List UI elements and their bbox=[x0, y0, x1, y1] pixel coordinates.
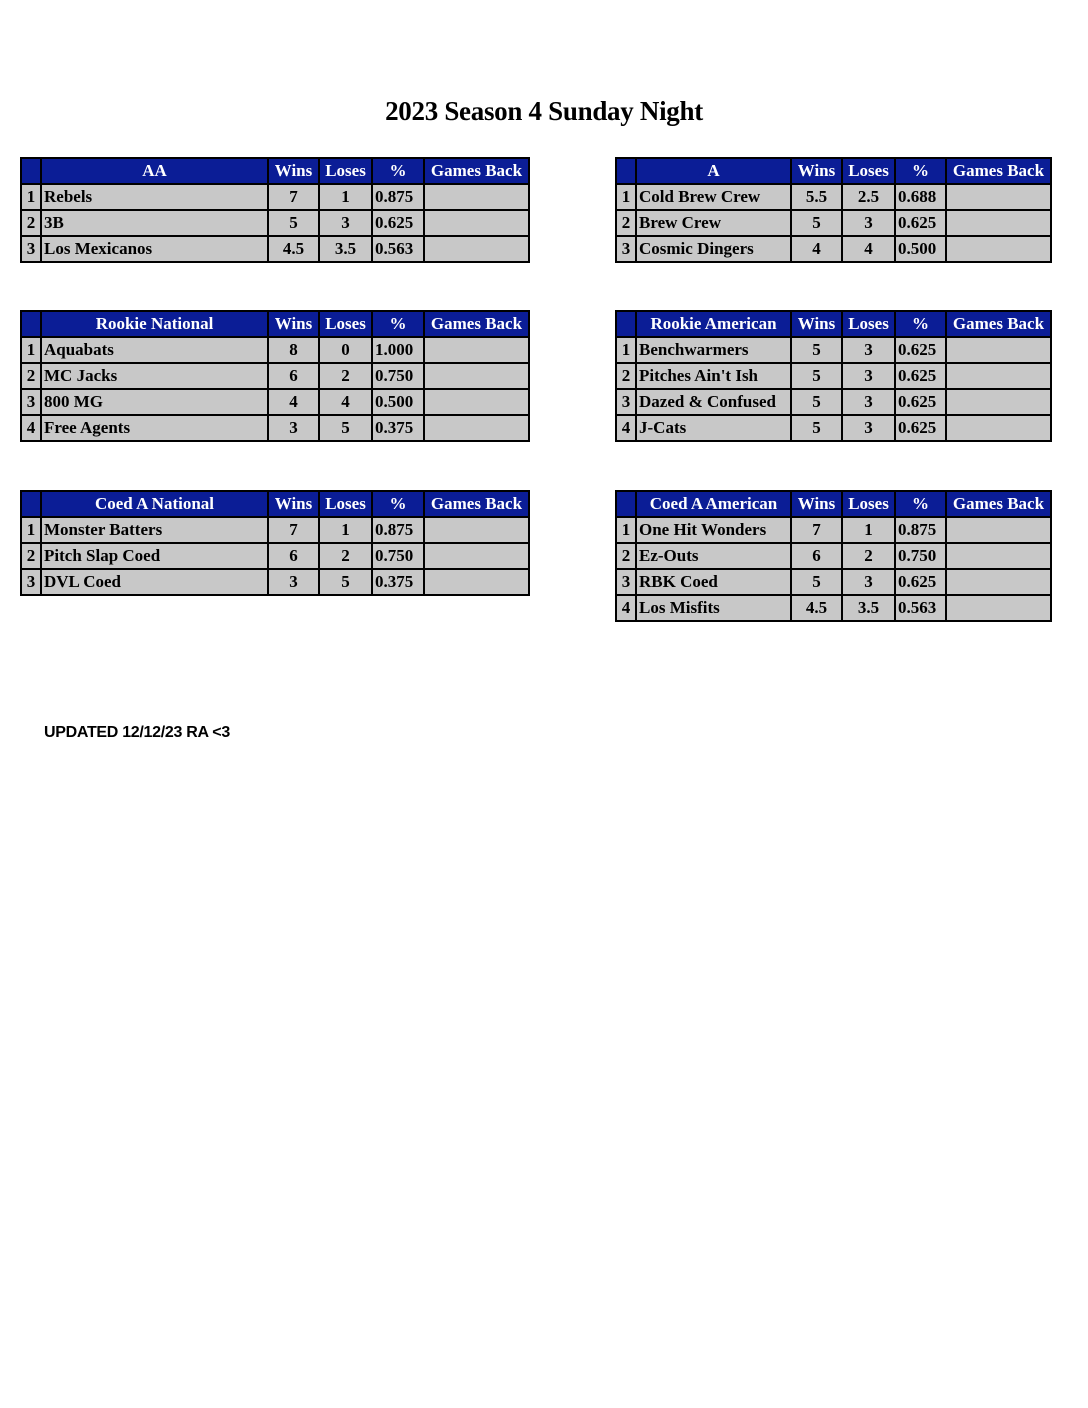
coed-a-american-standings-table bbox=[615, 490, 1052, 622]
wins-cell: 4 bbox=[791, 236, 842, 262]
header-rank bbox=[616, 158, 636, 184]
coed-a-national-standings-table bbox=[20, 490, 530, 596]
pct-cell: 0.625 bbox=[895, 337, 946, 363]
rookie-national-standings-table bbox=[20, 310, 530, 442]
loses-cell: 3 bbox=[842, 415, 895, 441]
wins-cell: 4.5 bbox=[791, 595, 842, 621]
team-name-cell: Monster Batters bbox=[41, 517, 268, 543]
pct-cell: 0.500 bbox=[895, 236, 946, 262]
table-row bbox=[616, 415, 1051, 441]
header-games-back: Games Back bbox=[424, 491, 529, 517]
games-back-cell bbox=[946, 236, 1051, 262]
table-row bbox=[616, 184, 1051, 210]
games-back-cell bbox=[946, 389, 1051, 415]
pct-cell: 0.625 bbox=[895, 569, 946, 595]
games-back-cell bbox=[424, 210, 529, 236]
wins-cell: 7 bbox=[268, 184, 319, 210]
table-header-row bbox=[616, 491, 1051, 517]
header-wins: Wins bbox=[268, 158, 319, 184]
pct-cell: 1.000 bbox=[372, 337, 424, 363]
header-loses: Loses bbox=[842, 491, 895, 517]
rank-cell: 2 bbox=[21, 210, 41, 236]
header-pct: % bbox=[895, 158, 946, 184]
table-row bbox=[21, 543, 529, 569]
loses-cell: 3.5 bbox=[319, 236, 372, 262]
table-header-row bbox=[616, 158, 1051, 184]
pct-cell: 0.875 bbox=[372, 517, 424, 543]
pct-cell: 0.625 bbox=[895, 363, 946, 389]
header-loses: Loses bbox=[319, 491, 372, 517]
loses-cell: 1 bbox=[842, 517, 895, 543]
header-games-back: Games Back bbox=[424, 158, 529, 184]
wins-cell: 3 bbox=[268, 415, 319, 441]
loses-cell: 5 bbox=[319, 569, 372, 595]
rank-cell: 1 bbox=[21, 517, 41, 543]
wins-cell: 5.5 bbox=[791, 184, 842, 210]
rank-cell: 1 bbox=[21, 337, 41, 363]
table-header-row bbox=[616, 311, 1051, 337]
wins-cell: 5 bbox=[791, 389, 842, 415]
table-row bbox=[21, 363, 529, 389]
loses-cell: 3 bbox=[319, 210, 372, 236]
loses-cell: 3 bbox=[842, 210, 895, 236]
games-back-cell bbox=[424, 337, 529, 363]
rank-cell: 2 bbox=[21, 363, 41, 389]
header-rank bbox=[21, 491, 41, 517]
team-name-cell: Los Misfits bbox=[636, 595, 791, 621]
updated-note: UPDATED 12/12/23 RA <3 bbox=[44, 724, 230, 741]
header-wins: Wins bbox=[268, 491, 319, 517]
table-row bbox=[21, 569, 529, 595]
loses-cell: 3 bbox=[842, 569, 895, 595]
header-wins: Wins bbox=[791, 491, 842, 517]
team-name-cell: Dazed & Confused bbox=[636, 389, 791, 415]
pct-cell: 0.750 bbox=[372, 363, 424, 389]
rank-cell: 3 bbox=[21, 236, 41, 262]
team-name-cell: Pitch Slap Coed bbox=[41, 543, 268, 569]
rank-cell: 4 bbox=[21, 415, 41, 441]
rank-cell: 3 bbox=[21, 569, 41, 595]
page-title: 2023 Season 4 Sunday Night bbox=[385, 96, 703, 126]
table-row bbox=[21, 236, 529, 262]
table-row bbox=[616, 236, 1051, 262]
header-games-back: Games Back bbox=[946, 311, 1051, 337]
header-loses: Loses bbox=[319, 311, 372, 337]
wins-cell: 7 bbox=[791, 517, 842, 543]
team-name-cell: Free Agents bbox=[41, 415, 268, 441]
rank-cell: 1 bbox=[616, 517, 636, 543]
header-pct: % bbox=[895, 311, 946, 337]
header-pct: % bbox=[895, 491, 946, 517]
header-rank bbox=[616, 491, 636, 517]
rank-cell: 4 bbox=[616, 595, 636, 621]
table-row bbox=[616, 210, 1051, 236]
wins-cell: 6 bbox=[268, 543, 319, 569]
wins-cell: 5 bbox=[791, 415, 842, 441]
team-name-cell: One Hit Wonders bbox=[636, 517, 791, 543]
wins-cell: 7 bbox=[268, 517, 319, 543]
games-back-cell bbox=[946, 595, 1051, 621]
games-back-cell bbox=[424, 415, 529, 441]
pct-cell: 0.500 bbox=[372, 389, 424, 415]
wins-cell: 6 bbox=[791, 543, 842, 569]
pct-cell: 0.750 bbox=[895, 543, 946, 569]
wins-cell: 5 bbox=[791, 210, 842, 236]
header-pct: % bbox=[372, 158, 424, 184]
pct-cell: 0.750 bbox=[372, 543, 424, 569]
header-wins: Wins bbox=[268, 311, 319, 337]
team-name-cell: MC Jacks bbox=[41, 363, 268, 389]
games-back-cell bbox=[424, 363, 529, 389]
table-row bbox=[616, 517, 1051, 543]
header-loses: Loses bbox=[319, 158, 372, 184]
a-standings-table bbox=[615, 157, 1052, 263]
table-row bbox=[21, 517, 529, 543]
team-name-cell: RBK Coed bbox=[636, 569, 791, 595]
wins-cell: 6 bbox=[268, 363, 319, 389]
wins-cell: 4.5 bbox=[268, 236, 319, 262]
loses-cell: 3 bbox=[842, 337, 895, 363]
wins-cell: 3 bbox=[268, 569, 319, 595]
table-row bbox=[616, 543, 1051, 569]
table-row bbox=[616, 363, 1051, 389]
rank-cell: 3 bbox=[616, 236, 636, 262]
games-back-cell bbox=[946, 184, 1051, 210]
games-back-cell bbox=[424, 236, 529, 262]
rank-cell: 3 bbox=[21, 389, 41, 415]
loses-cell: 1 bbox=[319, 184, 372, 210]
games-back-cell bbox=[424, 184, 529, 210]
rank-cell: 2 bbox=[616, 363, 636, 389]
header-games-back: Games Back bbox=[946, 158, 1051, 184]
games-back-cell bbox=[946, 517, 1051, 543]
team-name-cell: Aquabats bbox=[41, 337, 268, 363]
loses-cell: 5 bbox=[319, 415, 372, 441]
rank-cell: 2 bbox=[21, 543, 41, 569]
aa-standings-table bbox=[20, 157, 530, 263]
table-row bbox=[616, 569, 1051, 595]
table-row bbox=[616, 389, 1051, 415]
table-row bbox=[21, 184, 529, 210]
loses-cell: 0 bbox=[319, 337, 372, 363]
team-name-cell: Los Mexicanos bbox=[41, 236, 268, 262]
games-back-cell bbox=[424, 517, 529, 543]
table-row bbox=[21, 415, 529, 441]
header-games-back: Games Back bbox=[424, 311, 529, 337]
pct-cell: 0.563 bbox=[372, 236, 424, 262]
pct-cell: 0.625 bbox=[895, 210, 946, 236]
pct-cell: 0.875 bbox=[372, 184, 424, 210]
wins-cell: 5 bbox=[791, 337, 842, 363]
team-name-cell: Benchwarmers bbox=[636, 337, 791, 363]
rank-cell: 1 bbox=[616, 337, 636, 363]
header-loses: Loses bbox=[842, 311, 895, 337]
header-wins: Wins bbox=[791, 158, 842, 184]
wins-cell: 8 bbox=[268, 337, 319, 363]
header-rank bbox=[616, 311, 636, 337]
header-division: Rookie National bbox=[41, 311, 268, 337]
games-back-cell bbox=[946, 543, 1051, 569]
team-name-cell: 3B bbox=[41, 210, 268, 236]
header-division: AA bbox=[41, 158, 268, 184]
wins-cell: 5 bbox=[268, 210, 319, 236]
team-name-cell: DVL Coed bbox=[41, 569, 268, 595]
pct-cell: 0.688 bbox=[895, 184, 946, 210]
table-row bbox=[616, 337, 1051, 363]
loses-cell: 3.5 bbox=[842, 595, 895, 621]
team-name-cell: 800 MG bbox=[41, 389, 268, 415]
loses-cell: 2 bbox=[319, 543, 372, 569]
loses-cell: 1 bbox=[319, 517, 372, 543]
rank-cell: 3 bbox=[616, 569, 636, 595]
games-back-cell bbox=[424, 543, 529, 569]
loses-cell: 4 bbox=[842, 236, 895, 262]
header-loses: Loses bbox=[842, 158, 895, 184]
games-back-cell bbox=[946, 569, 1051, 595]
games-back-cell bbox=[946, 415, 1051, 441]
header-pct: % bbox=[372, 491, 424, 517]
games-back-cell bbox=[946, 337, 1051, 363]
team-name-cell: J-Cats bbox=[636, 415, 791, 441]
games-back-cell bbox=[424, 389, 529, 415]
team-name-cell: Ez-Outs bbox=[636, 543, 791, 569]
loses-cell: 2 bbox=[319, 363, 372, 389]
wins-cell: 5 bbox=[791, 363, 842, 389]
loses-cell: 4 bbox=[319, 389, 372, 415]
pct-cell: 0.375 bbox=[372, 569, 424, 595]
games-back-cell bbox=[424, 569, 529, 595]
pct-cell: 0.625 bbox=[372, 210, 424, 236]
table-row bbox=[21, 210, 529, 236]
header-rank bbox=[21, 158, 41, 184]
table-row bbox=[21, 389, 529, 415]
games-back-cell bbox=[946, 363, 1051, 389]
rookie-american-standings-table bbox=[615, 310, 1052, 442]
pct-cell: 0.375 bbox=[372, 415, 424, 441]
wins-cell: 5 bbox=[791, 569, 842, 595]
table-header-row bbox=[21, 158, 529, 184]
rank-cell: 4 bbox=[616, 415, 636, 441]
header-division: Coed A National bbox=[41, 491, 268, 517]
team-name-cell: Cold Brew Crew bbox=[636, 184, 791, 210]
pct-cell: 0.563 bbox=[895, 595, 946, 621]
loses-cell: 3 bbox=[842, 389, 895, 415]
header-rank bbox=[21, 311, 41, 337]
header-wins: Wins bbox=[791, 311, 842, 337]
pct-cell: 0.625 bbox=[895, 415, 946, 441]
table-header-row bbox=[21, 491, 529, 517]
pct-cell: 0.625 bbox=[895, 389, 946, 415]
loses-cell: 2 bbox=[842, 543, 895, 569]
rank-cell: 2 bbox=[616, 543, 636, 569]
table-row bbox=[616, 595, 1051, 621]
loses-cell: 2.5 bbox=[842, 184, 895, 210]
team-name-cell: Brew Crew bbox=[636, 210, 791, 236]
pct-cell: 0.875 bbox=[895, 517, 946, 543]
table-header-row bbox=[21, 311, 529, 337]
games-back-cell bbox=[946, 210, 1051, 236]
rank-cell: 3 bbox=[616, 389, 636, 415]
rank-cell: 2 bbox=[616, 210, 636, 236]
loses-cell: 3 bbox=[842, 363, 895, 389]
wins-cell: 4 bbox=[268, 389, 319, 415]
header-games-back: Games Back bbox=[946, 491, 1051, 517]
header-division: Rookie American bbox=[636, 311, 791, 337]
team-name-cell: Rebels bbox=[41, 184, 268, 210]
header-division: Coed A American bbox=[636, 491, 791, 517]
table-row bbox=[21, 337, 529, 363]
header-pct: % bbox=[372, 311, 424, 337]
rank-cell: 1 bbox=[21, 184, 41, 210]
header-division: A bbox=[636, 158, 791, 184]
team-name-cell: Pitches Ain't Ish bbox=[636, 363, 791, 389]
rank-cell: 1 bbox=[616, 184, 636, 210]
team-name-cell: Cosmic Dingers bbox=[636, 236, 791, 262]
